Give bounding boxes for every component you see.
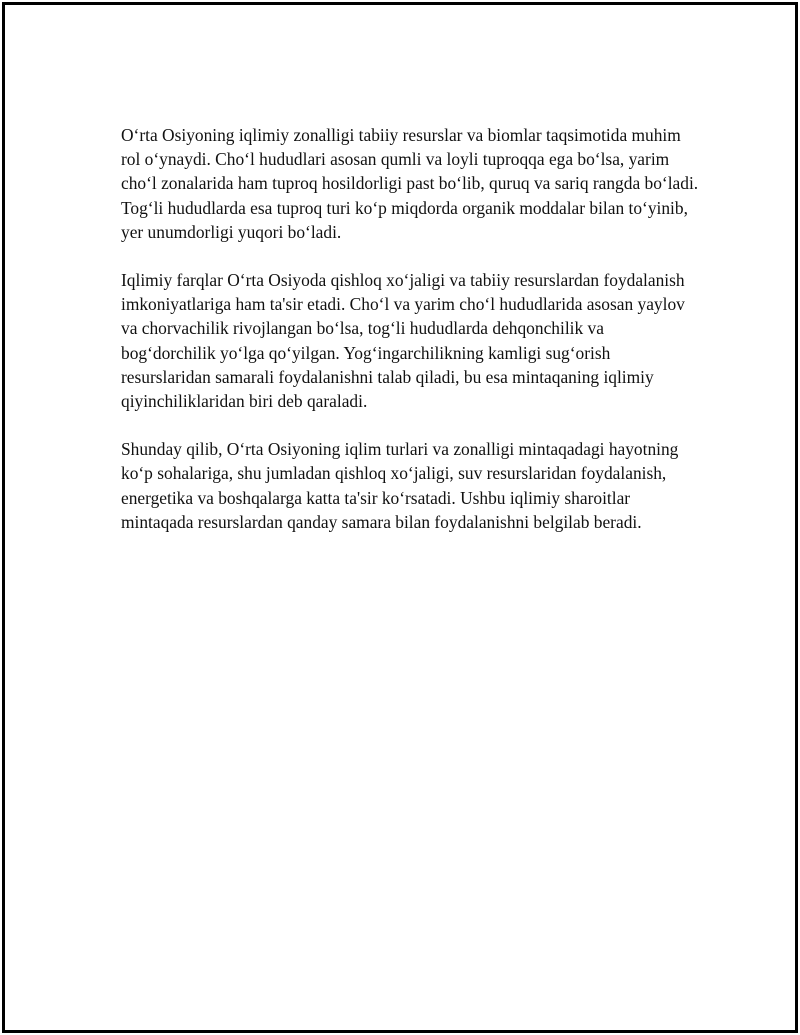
paragraph-1: O‘rta Osiyoning iqlimiy zonalligi tabiiy resurslar va biomlar taqsimotida muhim rol o‘ynaydi. Cho‘l hududlari asosan qumli va loyli tuproqqa ega bo‘lsa, yarim cho‘l zonalarida ham tuproq hosildorligi past bo‘lib, quruq va sariq rangda bo‘ladi. Tog‘li hududlarda esa tuproq turi ko‘p miqdorda organik moddalar bilan to‘yinib, yer unumdorligi yuqori bo‘ladi. — [121, 125, 699, 242]
paragraph-2: Iqlimiy farqlar O‘rta Osiyoda qishloq xo‘jaligi va tabiiy resurslardan foydalanish imkoniyatlariga ham ta'sir etadi. Cho‘l va yarim cho‘l hududlarida asosan yaylov va chorvachilik rivojlangan bo‘lsa, tog‘li hududlarda dehqonchilik va bog‘dorchilik yo‘lga qo‘yilgan. Yog‘ingarchilikning kamligi sug‘orish resurslaridan samarali foydalanishni talab qiladi, bu esa mintaqaning iqlimiy qiyinchiliklaridan biri deb qaraladi. — [121, 270, 685, 412]
page-border — [2, 2, 798, 1033]
document-body — [121, 123, 701, 558]
paragraph-3: Shunday qilib, O‘rta Osiyoning iqlim turlari va zonalligi mintaqadagi hayotning ko‘p sohalariga, shu jumladan qishloq xo‘jaligi, suv resurslaridan foydalanish, energetika va boshqalarga katta ta'sir ko‘rsatadi. Ushbu iqlimiy sharoitlar mintaqada resurslardan qanday samara bilan foydalanishni belgilab beradi. — [121, 439, 679, 532]
